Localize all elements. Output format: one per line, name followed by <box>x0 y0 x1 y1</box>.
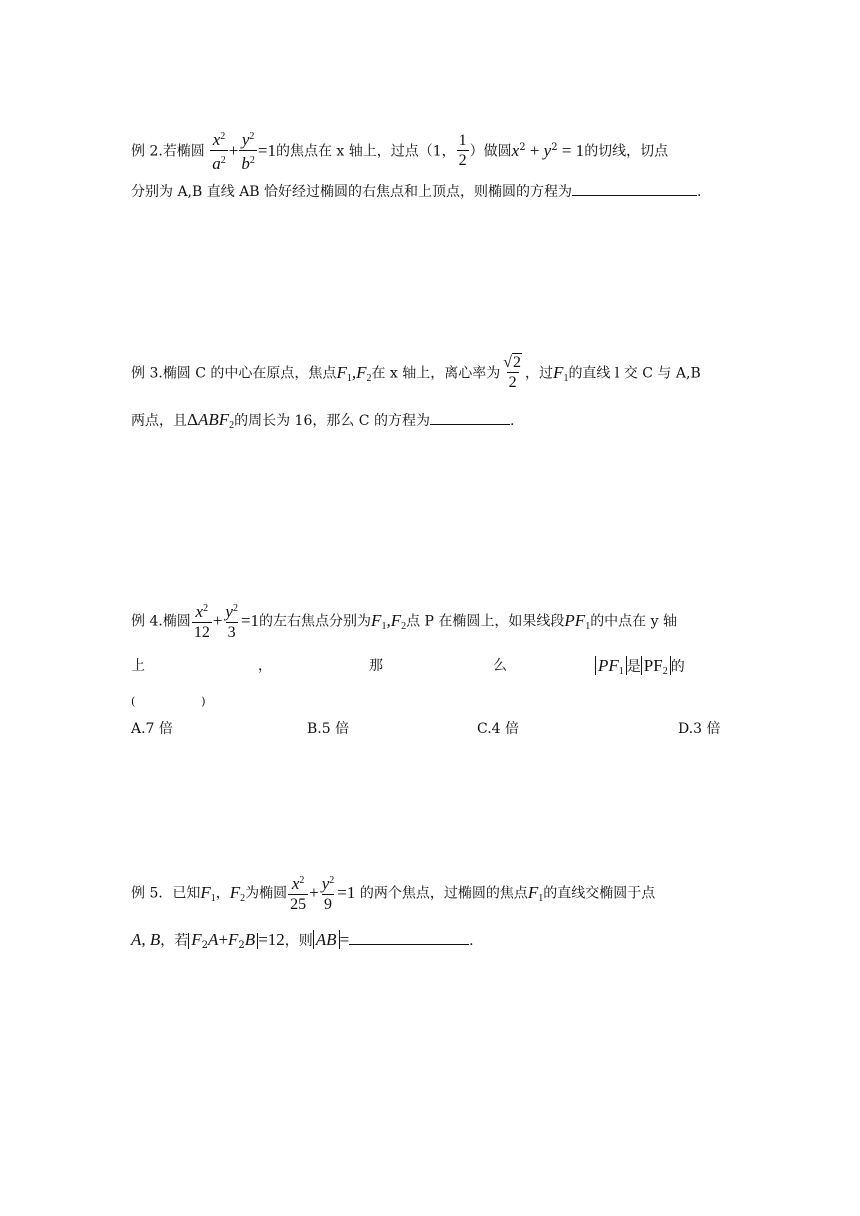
ex5-vector-sum: $F_2A+F_2B =12$ <box>188 933 285 949</box>
ex2-line2: 分别为 A,B 直线 AB 恰好经过椭圆的右焦点和上顶点，则椭圆的方程为 . <box>131 184 702 200</box>
ex3-answer-blank[interactable] <box>430 412 510 425</box>
ex2-line1: 例 2.若椭圆 $\frac{x^2}{a^2}$ + $\frac{y^2}{b^2}$ =1的焦点在 x 轴上，过点（1， $\frac{1}{2}$ ）做圆$x^2 + y^2 = 1$的切线，切点 <box>131 130 669 173</box>
option-c[interactable]: C.4 倍 <box>477 721 520 737</box>
ex3-label: 例 3. <box>131 365 163 382</box>
ex5-line2: A, B，若 $F_2A+F_2B =12$，则 AB = . <box>131 930 474 951</box>
ex2-answer-blank[interactable] <box>572 183 697 196</box>
ex3-line2: 两点，且$\Delta ABF_2$的周长为 16，那么 C 的方程为 . <box>131 410 515 431</box>
ex4-ellipse-equation: $\frac{x^2}{12}$ + $\frac{y^2}{3}$ =1 <box>193 602 260 641</box>
ex4-label: 例 4. <box>131 613 163 630</box>
ex4-line1: 例 4.椭圆 $\frac{x^2}{12}$ + $\frac{y^2}{3}$ =1的左右焦点分别为$F_1,F_2$点 P 在椭圆上，如果线段$PF_1$的中点在 y 轴 <box>131 602 677 641</box>
ex4-paren[interactable]: ( ) <box>131 695 206 708</box>
ex5-ellipse-equation: $\frac{x^2}{25}$ + $\frac{y^2}{9}$ =1 <box>290 874 356 913</box>
ex3-line1: 例 3.椭圆 C 的中心在原点，焦点$F_1,F_2$在 x 轴上，离心率为 $\frac{√2}{2}$ ，过$F_1$的直线 l 交 C 与 A,B <box>131 354 701 391</box>
option-b[interactable]: B.5 倍 <box>307 721 350 737</box>
ex5-ab-length: AB = <box>313 933 349 949</box>
ex2-ellipse-equation: $\frac{x^2}{a^2}$ + $\frac{y^2}{b^2}$ =1 <box>212 130 276 173</box>
ex5-label: 例 5 <box>131 885 159 902</box>
option-a[interactable]: A.7 倍 <box>131 721 173 737</box>
ex2-circle-equation: $x^2 + y^2 = 1$ <box>511 140 585 160</box>
ex3-foci: $F_1,F_2$ <box>336 362 372 384</box>
ex2-half-fraction: $\frac{1}{2}$ <box>458 132 467 169</box>
ex4-ratio: $PF_1$ 是 $PF_2$ 的 <box>595 656 685 682</box>
ex5-answer-blank[interactable] <box>349 932 469 945</box>
ex5-line1: 例 5．已知$F_1$，$F_2$为椭圆 $\frac{x^2}{25}$ + $\frac{y^2}{9}$ =1 的两个焦点，过椭圆的焦点$F_1$的直线交椭圆于点 <box>131 874 656 913</box>
option-d[interactable]: D.3 倍 <box>678 721 721 737</box>
ex2-label: 例 2. <box>131 143 163 160</box>
ex3-triangle: $\Delta ABF_2$ <box>187 410 235 431</box>
ex3-eccentricity: $\frac{√2}{2}$ <box>503 354 522 391</box>
